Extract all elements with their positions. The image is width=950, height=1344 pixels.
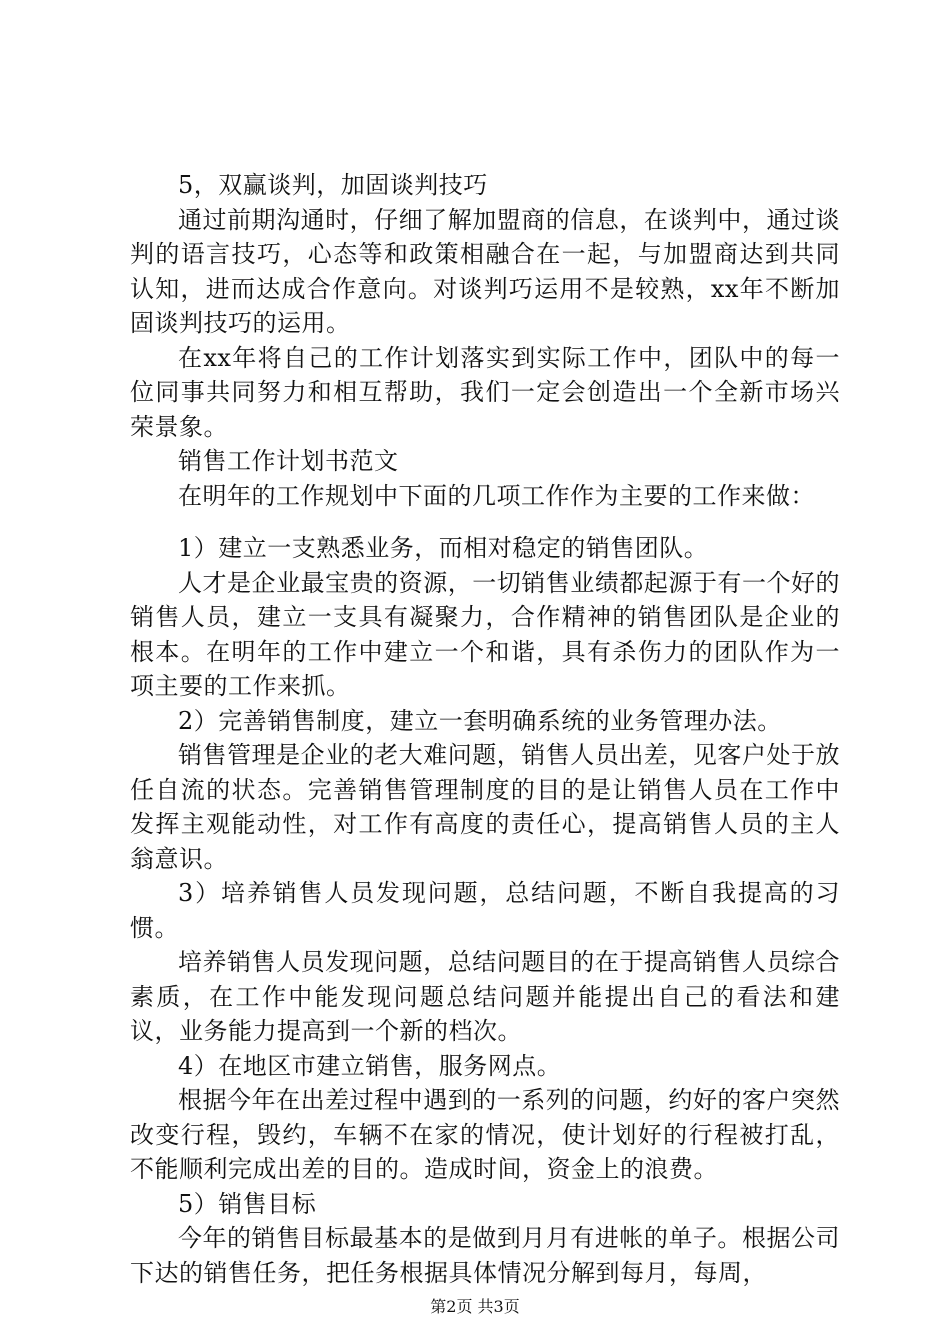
paragraph: 通过前期沟通时，仔细了解加盟商的信息，在谈判中，通过谈判的语言技巧，心态等和政策相融合在一起，与加盟商达到共同认知，进而达成合作意向。对谈判巧运用不是较熟，xx年不断加固谈判技巧的运用。 [130, 205, 840, 337]
paragraph: 人才是企业最宝贵的资源，一切销售业绩都起源于有一个好的销售人员，建立一支具有凝聚力，合作精神的销售团队是企业的根本。在明年的工作中建立一个和谐，具有杀伤力的团队作为一项主要的工作来抓。 [130, 568, 840, 700]
paragraph-heading-win-win-negotiation: 5，双赢谈判，加固谈判技巧 [178, 171, 488, 199]
page-number-footer: 第2页 共3页 [430, 1297, 520, 1316]
paragraph: 今年的销售目标最基本的是做到月月有进帐的单子。根据公司下达的销售任务，把任务根据具体情况分解到每月，每周， [130, 1224, 840, 1287]
list-item-heading: 2）完善销售制度，建立一套明确系统的业务管理办法。 [178, 706, 782, 735]
paragraph: 根据今年在出差过程中遇到的一系列的问题，约好的客户突然改变行程，毁约，车辆不在家的情况，使计划好的行程被打乱，不能顺利完成出差的目的。造成时间，资金上的浪费。 [130, 1086, 840, 1183]
paragraph: 培养销售人员发现问题，总结问题目的在于提高销售人员综合素质，在工作中能发现问题总结问题并能提出自己的看法和建议，业务能力提高到一个新的档次。 [130, 948, 840, 1045]
paragraph: 在明年的工作规划中下面的几项工作作为主要的工作来做： [178, 481, 815, 510]
list-item-heading: 4）在地区市建立销售，服务网点。 [178, 1051, 562, 1080]
list-item-heading: 1）建立一支熟悉业务，而相对稳定的销售团队。 [178, 534, 709, 562]
document-body [130, 168, 840, 1290]
section-title: 销售工作计划书范文 [178, 447, 399, 475]
list-item-heading: 3）培养销售人员发现问题，总结问题，不断自我提高的习惯。 [130, 879, 840, 942]
list-item-heading: 5）销售目标 [178, 1189, 317, 1218]
paragraph: 销售管理是企业的老大难问题，销售人员出差，见客户处于放任自流的状态。完善销售管理制度的目的是让销售人员在工作中发挥主观能动性，对工作有高度的责任心，提高销售人员的主人翁意识。 [130, 741, 840, 873]
paragraph: 在xx年将自己的工作计划落实到实际工作中，团队中的每一位同事共同努力和相互帮助，我们一定会创造出一个全新市场兴荣景象。 [130, 343, 840, 441]
